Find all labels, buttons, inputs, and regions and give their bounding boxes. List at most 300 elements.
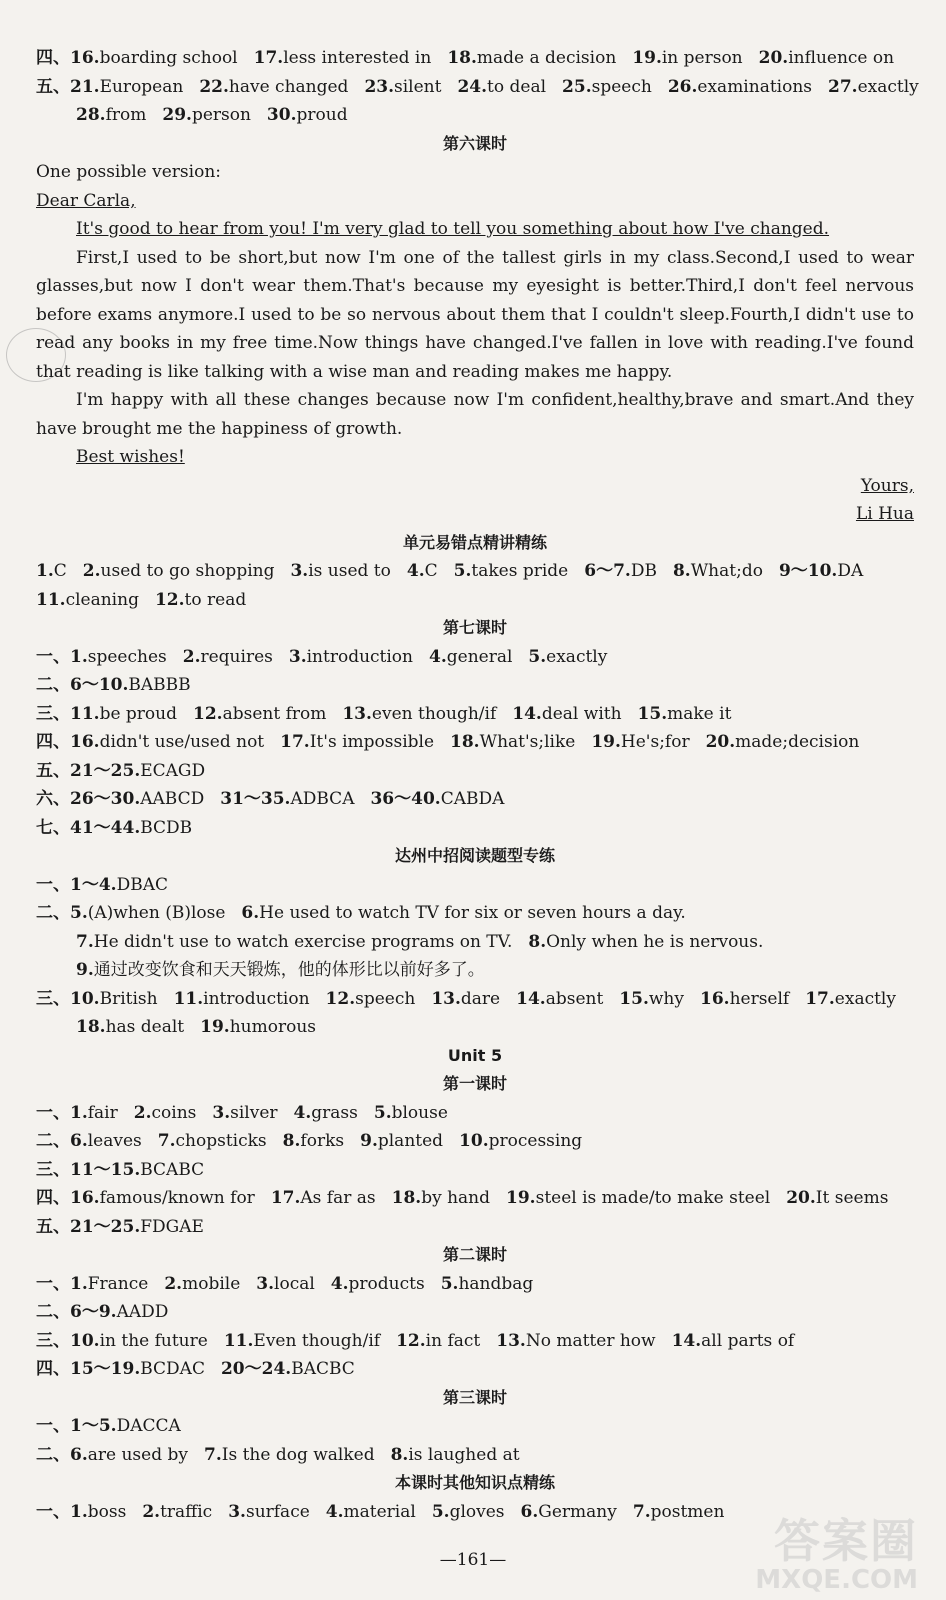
answer-line xyxy=(36,1355,914,1384)
answer-line xyxy=(36,73,919,102)
answer-item xyxy=(506,1184,770,1213)
answer-number: 9～10. xyxy=(778,561,838,581)
answer-number: 20～24. xyxy=(220,1359,292,1379)
essay-closing: Best wishes! xyxy=(76,447,185,467)
answer-text: to deal xyxy=(487,76,547,97)
answer-text: has dealt xyxy=(105,1017,185,1037)
answer-item xyxy=(36,1270,148,1299)
answer-text: takes pride xyxy=(471,561,569,581)
answer-text: DA xyxy=(837,561,864,581)
answer-text: have changed xyxy=(228,76,349,97)
answer-line xyxy=(36,956,914,985)
answer-line xyxy=(36,785,914,814)
answer-item xyxy=(632,44,742,73)
answer-number: 七、41～44. xyxy=(36,817,141,838)
answer-text: ADBCA xyxy=(290,789,355,809)
answer-item xyxy=(562,73,652,102)
answer-number: 5. xyxy=(373,1102,392,1123)
answer-item xyxy=(212,1099,277,1128)
answer-text: Germany xyxy=(538,1501,617,1522)
answer-line xyxy=(36,700,914,729)
section-title-other: 本课时其他知识点精练 xyxy=(394,1473,555,1492)
answer-item xyxy=(429,643,512,672)
answer-number: 11. xyxy=(173,988,204,1009)
answer-text: traffic xyxy=(160,1501,213,1522)
answer-item xyxy=(706,728,860,757)
answer-text: exactly xyxy=(546,646,608,667)
answer-item xyxy=(36,728,264,757)
answer-text: is laughed at xyxy=(408,1444,520,1465)
answer-item xyxy=(331,1270,425,1299)
answer-number: 18. xyxy=(76,1017,106,1037)
answer-number: 四、16. xyxy=(36,1188,100,1208)
answer-text: fair xyxy=(87,1102,118,1123)
answer-number: 20. xyxy=(758,48,789,68)
answer-item xyxy=(164,1270,240,1299)
answer-number: 19. xyxy=(200,1017,230,1037)
answer-page xyxy=(36,44,919,1526)
answer-text: person xyxy=(191,105,251,125)
answer-item xyxy=(204,1441,375,1470)
answer-number: 15. xyxy=(619,988,649,1009)
answer-number: 三、10. xyxy=(36,988,100,1009)
answer-line xyxy=(36,814,914,843)
answer-text: Is the dog walked xyxy=(221,1444,375,1465)
answer-item xyxy=(668,73,812,102)
answer-item xyxy=(638,700,732,729)
answer-number: 一、1～4. xyxy=(36,874,117,895)
answer-number: 1. xyxy=(36,561,54,581)
answer-text: processing xyxy=(488,1131,583,1151)
unit-title: Unit 5 xyxy=(447,1045,503,1065)
answer-number: 4. xyxy=(330,1273,349,1294)
answer-number: 7. xyxy=(157,1131,176,1151)
answer-text: famous/known for xyxy=(99,1188,255,1208)
answer-number: 5. xyxy=(431,1501,450,1522)
answer-item xyxy=(256,1270,315,1299)
answer-text: deal with xyxy=(541,703,622,724)
answer-line xyxy=(36,1327,914,1356)
answer-text: why xyxy=(648,988,684,1009)
answer-number: 7. xyxy=(203,1444,222,1465)
answer-text: DACCA xyxy=(116,1416,181,1436)
answer-text: Only when he is nervous. xyxy=(546,931,764,952)
answer-number: 二、6～10. xyxy=(36,675,129,695)
answer-number: 27. xyxy=(828,76,858,97)
answer-text: all parts of xyxy=(701,1330,795,1351)
answer-item xyxy=(36,871,168,900)
answer-item xyxy=(779,557,863,586)
answer-item xyxy=(364,73,441,102)
answer-number: 31～35. xyxy=(220,789,291,809)
answer-item xyxy=(450,728,575,757)
essay-intro: One possible version: xyxy=(36,162,221,182)
answer-text: handbag xyxy=(458,1273,534,1294)
answer-item xyxy=(162,101,251,130)
answer-number: 20. xyxy=(786,1188,816,1208)
answer-number: 3. xyxy=(288,646,307,667)
answer-line xyxy=(36,643,914,672)
answer-text: CABDA xyxy=(440,789,505,809)
answer-item xyxy=(36,557,67,586)
answer-number: 一、1. xyxy=(36,1102,88,1123)
answer-line xyxy=(36,1441,914,1470)
block-dazhou xyxy=(36,871,914,1042)
answer-number: 23. xyxy=(364,76,395,97)
answer-number: 17. xyxy=(253,48,284,68)
answer-item xyxy=(591,728,689,757)
answer-number: 18. xyxy=(450,732,480,752)
answer-text: BABBB xyxy=(128,675,191,695)
answer-number: 17. xyxy=(280,732,310,752)
answer-item xyxy=(36,1412,181,1441)
answer-number: 8. xyxy=(672,561,691,581)
answer-text: FDGAE xyxy=(140,1216,204,1237)
essay-paragraph-1: It's good to hear from you! I'm very glad to tell you something about how I've changed. xyxy=(76,219,830,239)
answer-text: He didn't use to watch exercise programs on TV. xyxy=(93,931,513,952)
answer-line xyxy=(36,757,914,786)
answer-item xyxy=(36,985,158,1014)
answer-text: BCABC xyxy=(140,1159,205,1180)
answer-line xyxy=(36,1156,914,1185)
answer-text: European xyxy=(99,76,184,97)
answer-item xyxy=(36,73,183,102)
answer-number: 18. xyxy=(391,1188,422,1208)
answer-item xyxy=(289,643,413,672)
answer-text: introduction xyxy=(306,646,413,667)
answer-number: 一、1. xyxy=(36,646,88,667)
answer-number: 14. xyxy=(671,1330,702,1351)
answer-item xyxy=(516,985,603,1014)
answer-text: exactly xyxy=(857,76,919,97)
answer-item xyxy=(672,1327,795,1356)
answer-number: 6～7. xyxy=(584,561,631,581)
answer-item xyxy=(512,700,621,729)
answer-text: As far as xyxy=(300,1188,376,1208)
answer-number: 8. xyxy=(282,1131,301,1151)
answer-number: 9. xyxy=(360,1131,378,1151)
answer-text: to read xyxy=(184,589,247,610)
answer-item xyxy=(459,1127,582,1156)
answer-item xyxy=(370,785,504,814)
answer-item xyxy=(294,1099,358,1128)
answer-text: DB xyxy=(630,561,657,581)
answer-number: 二、6. xyxy=(36,1131,88,1151)
answer-item xyxy=(254,44,432,73)
answer-text: coins xyxy=(151,1102,197,1123)
answer-text: speeches xyxy=(87,646,167,667)
watermark-url: MXQE.COM xyxy=(755,1565,918,1595)
answer-text: AABCD xyxy=(140,789,205,809)
answer-text: What's;like xyxy=(479,732,576,752)
answer-text: local xyxy=(274,1273,315,1294)
answer-text: steel is made/to make steel xyxy=(535,1188,771,1208)
answer-item xyxy=(290,557,390,586)
answer-number: 13. xyxy=(496,1330,526,1351)
answer-line xyxy=(36,44,914,73)
answer-number: 2. xyxy=(164,1273,183,1294)
answer-number: 8. xyxy=(528,931,547,952)
answer-number: 2. xyxy=(182,646,201,667)
answer-number: 16. xyxy=(699,988,730,1009)
answer-item xyxy=(326,985,416,1014)
answer-item xyxy=(584,557,657,586)
answer-item xyxy=(633,1498,725,1527)
answer-number: 13. xyxy=(431,988,461,1009)
answer-item xyxy=(496,1327,655,1356)
answer-text: cleaning xyxy=(65,589,139,610)
answer-number: 26. xyxy=(667,76,698,97)
answer-text: even though/if xyxy=(371,703,497,724)
answer-text: by hand xyxy=(421,1188,491,1208)
answer-number: 14. xyxy=(512,703,542,724)
answer-number: 24. xyxy=(457,76,488,97)
answer-item xyxy=(158,1127,267,1156)
answer-line xyxy=(36,1013,914,1042)
answer-number: 11. xyxy=(223,1330,254,1351)
answer-text: introduction xyxy=(203,988,310,1009)
answer-number: 一、1～5. xyxy=(36,1416,117,1436)
block-lesson7 xyxy=(36,643,914,843)
watermark-text: 答案圈 xyxy=(774,1514,918,1568)
answer-text: gloves xyxy=(449,1501,505,1522)
answer-item xyxy=(36,1355,205,1384)
answer-item xyxy=(396,1327,480,1356)
answer-line xyxy=(36,871,914,900)
answer-number: 6. xyxy=(241,903,260,923)
answer-text: C xyxy=(53,561,67,581)
section-title-u5-lesson2: 第二课时 xyxy=(442,1245,507,1264)
answer-text: No matter how xyxy=(525,1330,656,1351)
answer-number: 一、1. xyxy=(36,1273,88,1294)
answer-item xyxy=(673,557,763,586)
answer-text: exactly xyxy=(834,988,896,1009)
answer-item xyxy=(36,1213,204,1242)
answer-text: chopsticks xyxy=(175,1131,267,1151)
answer-line xyxy=(36,1099,914,1128)
block-errors xyxy=(36,557,914,614)
answer-item xyxy=(36,1441,188,1470)
answer-line xyxy=(36,899,914,928)
answer-number: 19. xyxy=(632,48,662,68)
answer-number: 二、6～9. xyxy=(36,1302,117,1322)
answer-text: DBAC xyxy=(116,874,168,895)
answer-number: 14. xyxy=(516,988,546,1009)
answer-text: less interested in xyxy=(283,48,432,68)
answer-text: He's;for xyxy=(620,732,690,752)
answer-line xyxy=(36,1213,914,1242)
answer-item xyxy=(36,44,238,73)
answer-item xyxy=(36,643,167,672)
answer-line xyxy=(36,671,914,700)
answer-item xyxy=(828,73,919,102)
answer-item xyxy=(174,985,310,1014)
answer-item xyxy=(392,1184,490,1213)
answer-number: 4. xyxy=(406,561,425,581)
answer-line xyxy=(36,1298,914,1327)
answer-item xyxy=(76,928,512,957)
answer-text: What;do xyxy=(690,561,763,581)
answer-item xyxy=(36,1298,168,1327)
answer-item xyxy=(271,1184,376,1213)
section-title-dazhou: 达州中招阅读题型专练 xyxy=(394,846,555,865)
answer-number: 8. xyxy=(390,1444,409,1465)
answer-line xyxy=(36,101,914,130)
answer-number: 3. xyxy=(256,1273,275,1294)
answer-item xyxy=(224,1327,380,1356)
answer-number: 19. xyxy=(506,1188,536,1208)
answer-text: BCDB xyxy=(140,817,193,838)
answer-text: postmen xyxy=(650,1501,725,1522)
answer-item xyxy=(36,1327,208,1356)
answer-number: 12. xyxy=(396,1330,426,1351)
block-u5-lesson3 xyxy=(36,1412,914,1469)
answer-item xyxy=(441,1270,534,1299)
essay-paragraph-2: First,I used to be short,but now I'm one of the tallest girls in my class.Second,I used to wear glasses,but now I don't wear them.That's because my eyesight is better.Third,I don't feel nervous before exams anymore.I used to be so nervous about them that I couldn't sleep.Fourth,I didn't use to read any books in my free time.Now things have changed.I've fallen in love with reading.I've found that reading is like talking with a wise man and reading makes me happy. xyxy=(36,247,914,382)
answer-text: didn't use/used not xyxy=(99,732,265,752)
answer-item xyxy=(76,956,485,985)
answer-text: It seems xyxy=(815,1188,889,1208)
answer-item xyxy=(193,700,326,729)
answer-item xyxy=(36,1127,142,1156)
answer-line xyxy=(36,586,914,615)
answer-text: C xyxy=(424,561,438,581)
answer-text: leaves xyxy=(87,1131,142,1151)
answer-text: is used to xyxy=(308,561,391,581)
answer-item xyxy=(619,985,684,1014)
section-title-lesson7: 第七课时 xyxy=(442,618,507,637)
answer-number: 10. xyxy=(459,1131,489,1151)
essay-sign-name: Li Hua xyxy=(855,504,914,524)
answer-item xyxy=(36,785,204,814)
answer-number: 2. xyxy=(133,1102,152,1123)
answer-number: 28. xyxy=(76,105,106,125)
answer-item xyxy=(528,643,607,672)
answer-number: 二、5. xyxy=(36,903,88,923)
answer-number: 五、21～25. xyxy=(36,760,141,781)
answer-number: 11. xyxy=(36,589,66,610)
answer-item xyxy=(183,643,273,672)
answer-item xyxy=(283,1127,344,1156)
answer-item xyxy=(36,1184,255,1213)
page-number: —161— xyxy=(439,1550,507,1570)
answer-item xyxy=(200,1013,316,1042)
answer-number: 五、21. xyxy=(36,76,100,97)
answer-number: 2. xyxy=(142,1501,161,1522)
answer-text: speech xyxy=(355,988,416,1009)
answer-number: 6. xyxy=(520,1501,539,1522)
answer-text: requires xyxy=(200,646,273,667)
answer-text: dare xyxy=(460,988,501,1009)
answer-item xyxy=(221,1355,355,1384)
answer-text: are used by xyxy=(87,1444,188,1465)
answer-text: absent xyxy=(545,988,604,1009)
answer-text: planted xyxy=(377,1131,444,1151)
answer-number: 15. xyxy=(637,703,668,724)
answer-item xyxy=(36,1156,204,1185)
answer-text: British xyxy=(99,988,158,1009)
answer-number: 5. xyxy=(440,1273,459,1294)
answer-number: 六、26～30. xyxy=(36,789,141,809)
answer-item xyxy=(155,586,246,615)
answer-line xyxy=(36,728,914,757)
answer-text: surface xyxy=(245,1501,310,1522)
answer-text: from xyxy=(105,105,147,125)
answer-item xyxy=(374,1099,448,1128)
answer-item xyxy=(447,44,616,73)
answer-number: 二、6. xyxy=(36,1444,88,1465)
answer-item xyxy=(326,1498,416,1527)
answer-text: 通过改变饮食和天天锻炼，他的体形比以前好多了。 xyxy=(93,960,485,980)
answer-number: 2. xyxy=(82,561,101,581)
answer-text: in the future xyxy=(99,1330,208,1351)
answer-item xyxy=(36,1498,126,1527)
answer-item xyxy=(199,73,348,102)
answer-number: 5. xyxy=(453,561,472,581)
answer-text: silver xyxy=(230,1102,278,1123)
answer-text: absent from xyxy=(222,703,327,724)
essay-paragraph-3: I'm happy with all these changes because now I'm confident,healthy,brave and smart.And they have brought me the happiness of growth. xyxy=(36,390,914,439)
answer-text: BCDAC xyxy=(140,1359,205,1379)
answer-text: in fact xyxy=(425,1330,481,1351)
answer-number: 四、16. xyxy=(36,48,100,68)
block-u5-lesson1 xyxy=(36,1099,914,1242)
answer-item xyxy=(36,1099,118,1128)
answer-text: make it xyxy=(667,703,732,724)
section-title-errors: 单元易错点精讲精练 xyxy=(402,532,547,552)
answer-number: 20. xyxy=(705,732,736,752)
answer-text: influence on xyxy=(788,48,895,68)
answer-number: 7. xyxy=(632,1501,651,1522)
answer-number: 25. xyxy=(562,76,592,97)
answer-item xyxy=(36,814,192,843)
answer-text: boarding school xyxy=(99,48,238,68)
answer-item xyxy=(36,586,139,615)
answer-text: ECAGD xyxy=(140,760,206,781)
answer-item xyxy=(342,700,496,729)
answer-number: 五、21～25. xyxy=(36,1216,141,1237)
answer-item xyxy=(267,101,348,130)
answer-number: 三、10. xyxy=(36,1330,100,1351)
answer-text: used to go shopping xyxy=(100,561,275,581)
answer-text: It's impossible xyxy=(309,732,435,752)
answer-item xyxy=(432,1498,505,1527)
block-u5-lesson2 xyxy=(36,1270,914,1384)
answer-number: 3. xyxy=(228,1501,246,1522)
answer-item xyxy=(83,557,275,586)
essay-sign-yours: Yours, xyxy=(860,475,914,496)
answer-text: examinations xyxy=(697,76,813,97)
answer-number: 5. xyxy=(528,646,547,667)
answer-item xyxy=(36,671,191,700)
answer-line xyxy=(36,928,914,957)
answer-item xyxy=(407,557,438,586)
answer-text: herself xyxy=(729,988,790,1009)
answer-text: made;decision xyxy=(735,732,860,752)
answer-text: blouse xyxy=(391,1102,448,1123)
answer-item xyxy=(528,928,763,957)
answer-number: 3. xyxy=(212,1102,231,1123)
answer-text: general xyxy=(446,646,513,667)
answer-text: proud xyxy=(296,105,348,125)
watermark-logo xyxy=(755,1505,918,1595)
answer-number: 22. xyxy=(199,76,229,97)
answer-item xyxy=(134,1099,197,1128)
answer-text: in person xyxy=(661,48,743,68)
section-title-u5-lesson1: 第一课时 xyxy=(442,1074,507,1093)
answer-number: 17. xyxy=(805,988,835,1009)
answer-item xyxy=(76,101,146,130)
